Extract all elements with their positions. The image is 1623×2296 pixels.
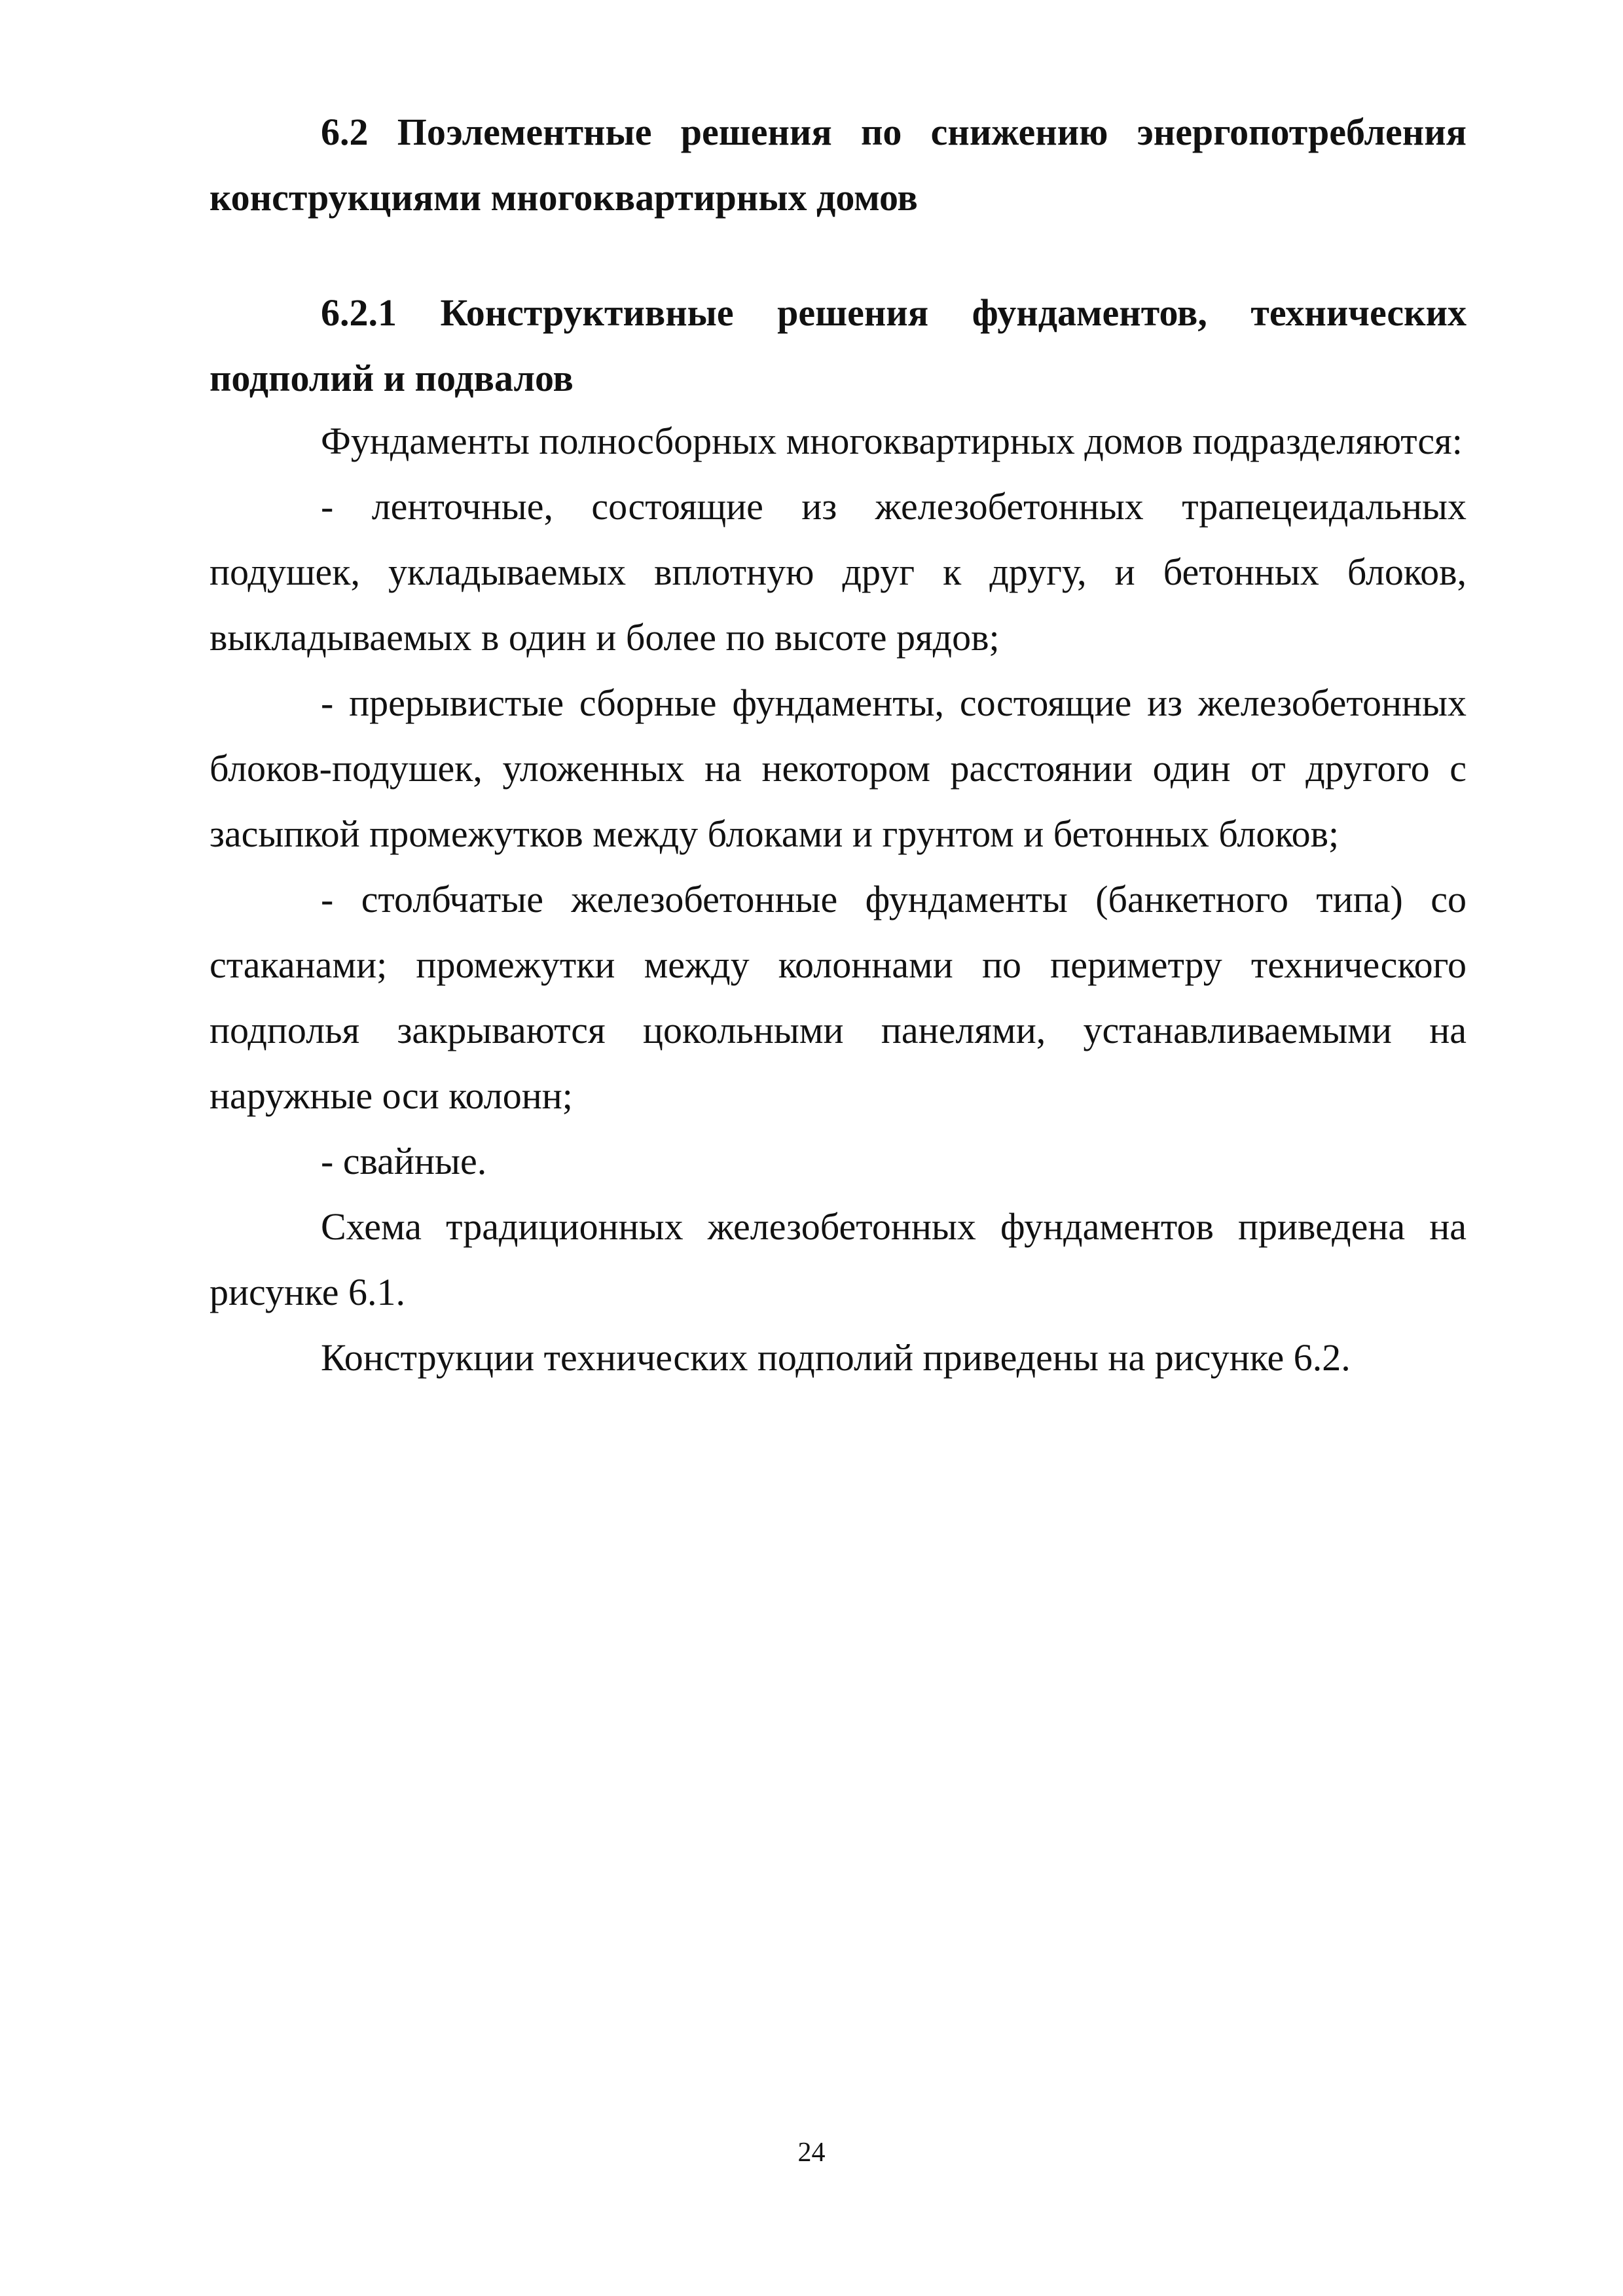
- paragraph-figure-6-1-reference: Схема традиционных железобетонных фундаментов приведена на рисунке 6.1.: [210, 1205, 1467, 1313]
- section-heading: 6.2 Поэлементные решения по снижению энергопотребления конструкциями многоквартирных домов: [210, 111, 1467, 219]
- paragraph-figure-6-2-reference: Конструкции технических подполий приведены на рисунке 6.2.: [321, 1336, 1351, 1379]
- list-item-strip-foundations: - ленточные, состоящие из железобетонных трапецеидальных подушек, укладываемых вплотную друг к другу, и бетонных блоков, выкладываемых в один и более по высоте рядов;: [210, 485, 1467, 659]
- list-item-pile-foundations: - свайные.: [321, 1140, 487, 1182]
- page-number: 24: [797, 2138, 826, 2168]
- list-item-column-foundations: - столбчатые железобетонные фундаменты (банкетного типа) со стаканами; промежутки между колоннами по периметру технического подполья закрываются цокольными панелями, устанавливаемыми на наружные оси колонн;: [210, 878, 1467, 1117]
- list-item-intermittent-foundations: - прерывистые сборные фундаменты, состоящие из железобетонных блоков-подушек, уложенных на некотором расстоянии один от другого с засыпкой промежутков между блоками и грунтом и бетонных блоков;: [210, 682, 1467, 855]
- document-page: [210, 0, 1467, 2296]
- subsection-heading: 6.2.1 Конструктивные решения фундаментов, технических подполий и подвалов: [210, 291, 1467, 399]
- paragraph-intro: Фундаменты полносборных многоквартирных домов подразделяются:: [321, 420, 1463, 462]
- body-text: [210, 409, 1467, 1391]
